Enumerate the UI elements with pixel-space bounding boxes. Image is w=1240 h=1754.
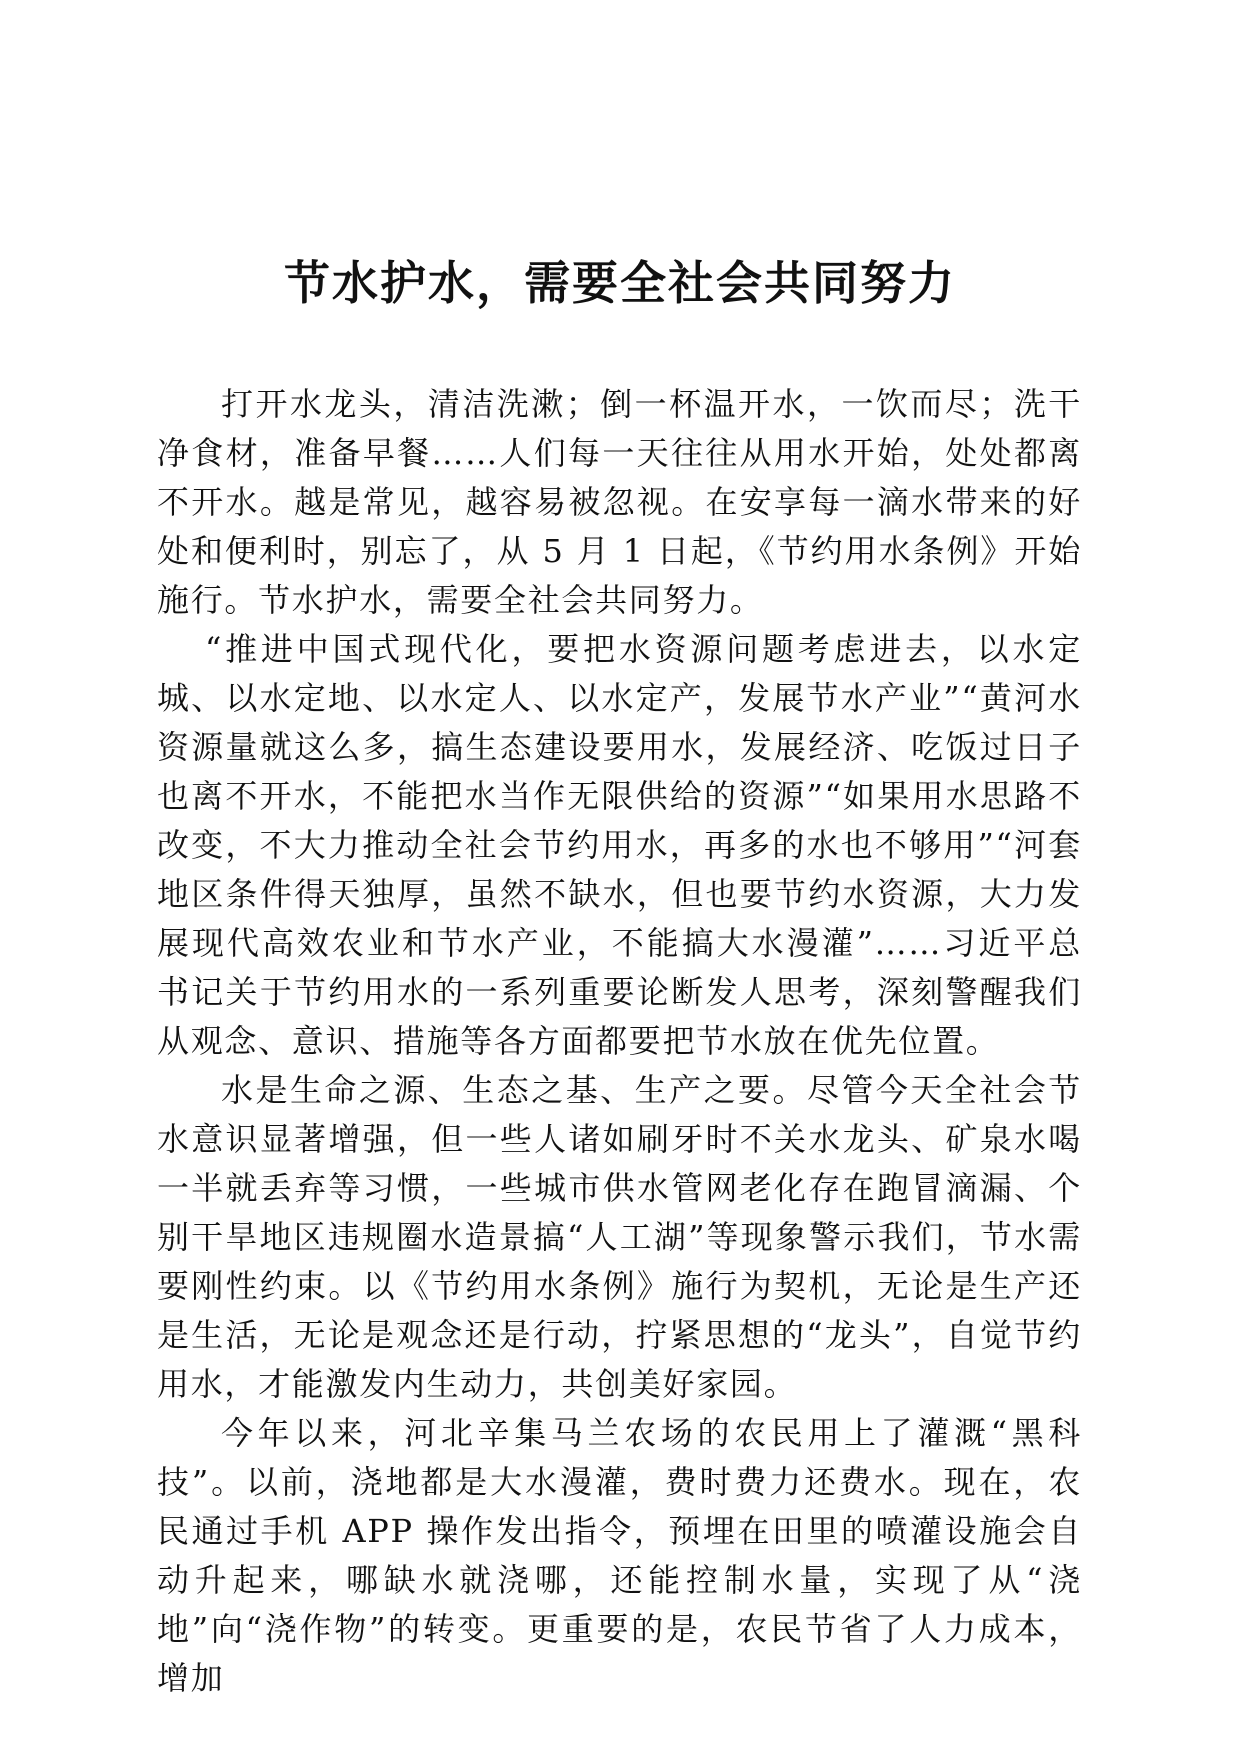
document-body [157, 380, 1082, 1703]
paragraph: 水是生命之源、生态之基、生产之要。尽管今天全社会节水意识显著增强，但一些人诸如刷牙时不关水龙头、矿泉水喝一半就丢弃等习惯，一些城市供水管网老化存在跑冒滴漏、个别干旱地区违规圈水造景搞“人工湖”等现象警示我们，节水需要刚性约束。以《节约用水条例》施行为契机，无论是生产还是生活，无论是观念还是行动，拧紧思想的“龙头”，自觉节约用水，才能激发内生动力，共创美好家园。 [157, 1071, 1082, 1403]
paragraph: “推进中国式现代化，要把水资源问题考虑进去，以水定城、以水定地、以水定人、以水定产，发展节水产业”“黄河水资源量就这么多，搞生态建设要用水，发展经济、吃饭过日子也离不开水，不能把水当作无限供给的资源”“如果用水思路不改变，不大力推动全社会节约用水，再多的水也不够用”“河套地区条件得天独厚，虽然不缺水，但也要节约水资源，大力发展现代高效农业和节水产业，不能搞大水漫灌”……习近平总书记关于节约用水的一系列重要论断发人思考，深刻警醒我们从观念、意识、措施等各方面都要把节水放在优先位置。 [157, 630, 1082, 1060]
paragraph: 打开水龙头，清洁洗漱；倒一杯温开水，一饮而尽；洗干净食材，准备早餐……人们每一天往往从用水开始，处处都离不开水。越是常见，越容易被忽视。在安享每一滴水带来的好处和便利时，别忘了，从 5 月 1 日起，《节约用水条例》开始施行。节水护水，需要全社会共同努力。 [157, 385, 1082, 619]
paragraph: 今年以来，河北辛集马兰农场的农民用上了灌溉“黑科技”。以前，浇地都是大水漫灌，费时费力还费水。现在，农民通过手机 APP 操作发出指令，预埋在田里的喷灌设施会自动升起来，哪缺水就浇哪，还能控制水量，实现了从“浇地”向“浇作物”的转变。更重要的是，农民节省了人力成本，增加 [157, 1414, 1082, 1697]
document-title: 节水护水，需要全社会共同努力 [284, 256, 956, 310]
